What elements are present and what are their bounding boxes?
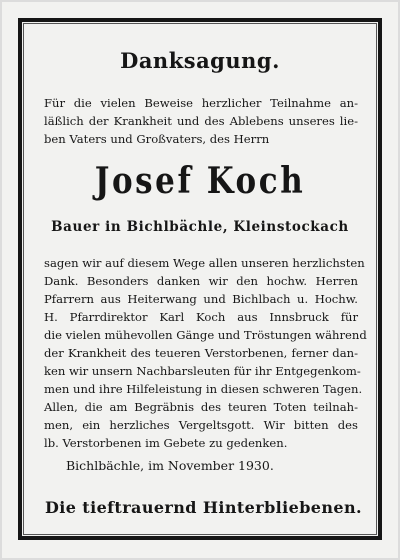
- body-paragraph: [44, 254, 367, 452]
- signature-line: Die tieftrauernd Hinterbliebenen.: [45, 498, 362, 517]
- body-line: men und ihre Hilfeleistung in diesen schweren Tagen.: [44, 382, 363, 396]
- body-line: lb. Verstorbenen im Gebete zu gedenken.: [44, 436, 288, 450]
- body-line: Pfarrern aus Heiterwang und Bichlbach u. Hochw.: [44, 292, 358, 306]
- body-line: Allen, die am Begräbnis des teuren Toten teilnah-: [44, 400, 358, 414]
- body-line: die vielen mühevollen Gänge und Tröstungen während: [44, 328, 367, 342]
- body-line: sagen wir auf diesem Wege allen unseren herzlichsten: [44, 256, 365, 270]
- intro-line: Für die vielen Beweise herzlicher Teilnahme an-: [44, 96, 358, 110]
- place-date-line: Bichlbächle, im November 1930.: [66, 458, 274, 473]
- notice-frame: [18, 18, 382, 540]
- occupation-place: Bauer in Bichlbächle, Kleinstockach: [51, 219, 349, 235]
- body-line: Dank. Besonders danken wir den hochw. Herren: [44, 274, 358, 288]
- body-line: H. Pfarrdirektor Karl Koch aus Innsbruck für: [44, 310, 358, 324]
- intro-line: läßlich der Krankheit und des Ablebens unseres lie-: [44, 114, 358, 128]
- deceased-name: Josef Koch: [94, 160, 306, 202]
- intro-line: ben Vaters und Großvaters, des Herrn: [44, 132, 270, 146]
- notice-title: Danksagung.: [120, 48, 280, 73]
- body-line: men, ein herzliches Vergeltsgott. Wir bitten des: [44, 418, 358, 432]
- intro-paragraph: [44, 94, 358, 148]
- body-line: ken wir unsern Nachbarsleuten für ihr Entgegenkom-: [44, 364, 361, 378]
- body-line: der Krankheit des teueren Verstorbenen, ferner dan-: [44, 346, 358, 360]
